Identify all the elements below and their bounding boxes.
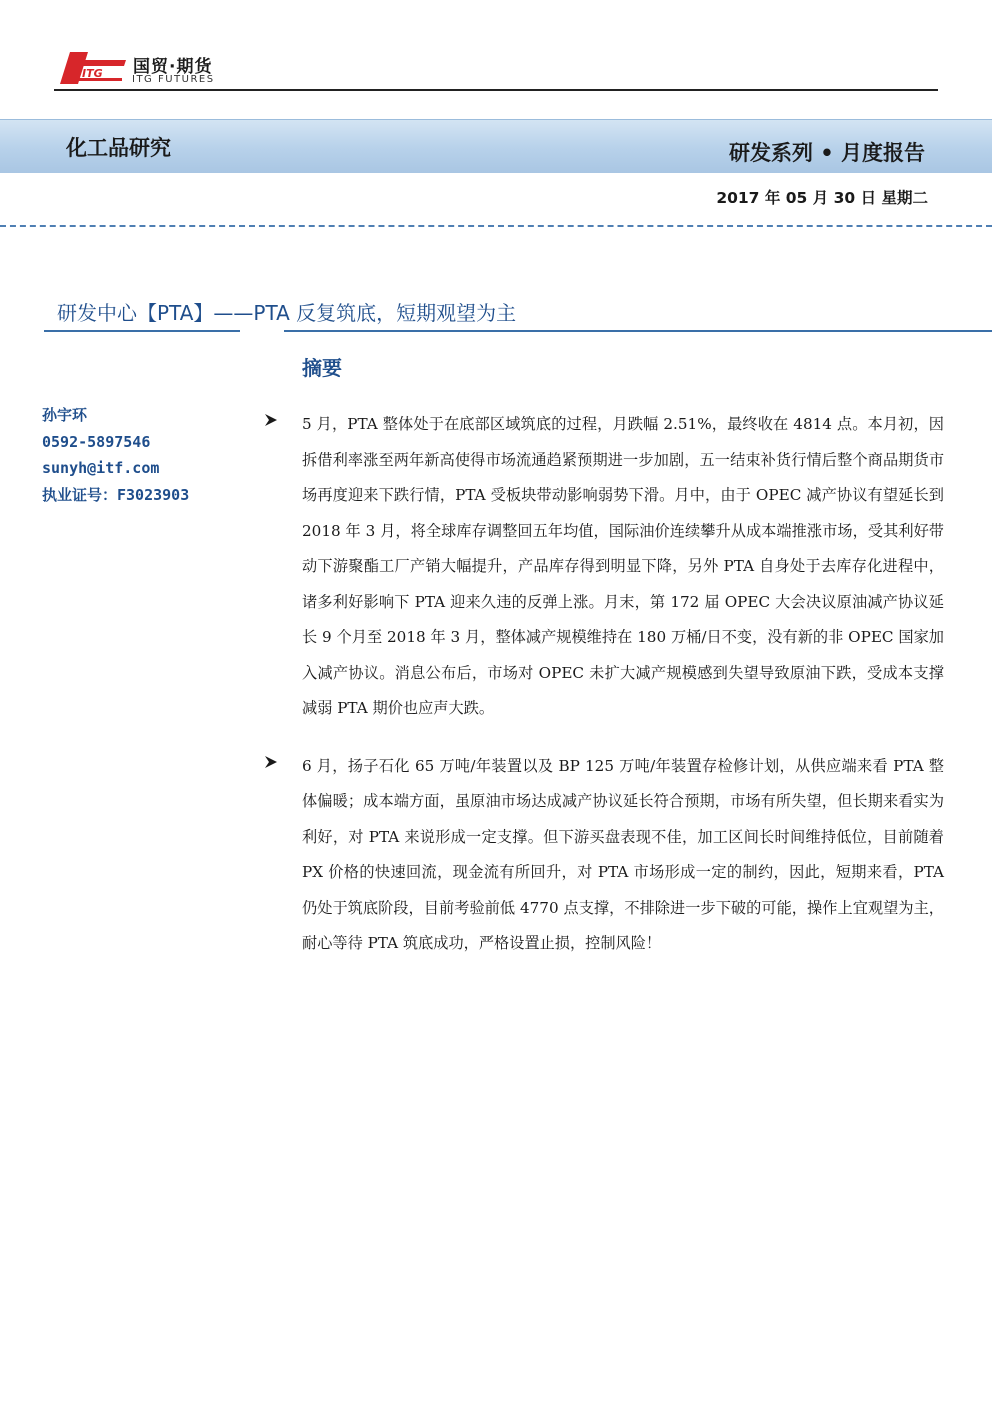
- section-category: 化工品研究: [66, 136, 171, 160]
- bullet-item: [264, 407, 944, 727]
- itg-logo: [56, 50, 236, 88]
- bullet-item: [264, 749, 944, 962]
- author-name: 孙宇环: [42, 406, 88, 424]
- author-email: sunyh@itf.com: [42, 459, 160, 477]
- title-underline-right: [284, 330, 992, 332]
- logo-mark-text: ITG: [82, 67, 103, 80]
- bullet-text: 5 月，PTA 整体处于在底部区域筑底的过程，月跌幅 2.51%，最终收在 4814 点。本月初，因拆借利率涨至两年新高使得市场流通趋紧预期进一步加剧，五一结束补货行情后整个商品期货市场再度迎来下跌行情，PTA 受板块带动影响弱势下滑。月中，由于 OPEC 减产协议有望延长到 2018 年 3 月，将全球库存调整回五年均值，国际油价连续攀升从成本端推涨市场，受其利好带动下游聚酯工厂产销大幅提升，产品库存得到明显下降，另外 PTA 自身处于去库存化进程中，诸多利好影响下 PTA 迎来久违的反弹上涨。月末，第 172 届 OPEC 大会决议原油减产协议延长 9 个月至 2018 年 3 月，整体减产规模维持在 180 万桶/日不变，没有新的非 OPEC 国家加入减产协议。消息公布后，市场对 OPEC 未扩大减产规模感到失望导致原油下跌，受成本支撑减弱 PTA 期价也应声大跌。: [302, 415, 944, 717]
- abstract-bullets: [264, 407, 944, 962]
- itg-logo-mark: [56, 50, 126, 88]
- title-underline-left: [44, 330, 240, 332]
- report-series: 研发系列 • 月度报告: [728, 141, 925, 165]
- dashed-divider: [0, 225, 992, 227]
- report-date: 2017 年 05 月 30 日 星期二: [716, 189, 928, 207]
- logo-chinese-name: 国贸·期货: [133, 57, 213, 77]
- author-info: [42, 402, 189, 508]
- report-title: 研发中心【PTA】——PTA 反复筑底，短期观望为主: [57, 301, 517, 325]
- section-banner: [0, 119, 992, 173]
- arrow-bullet-icon: [264, 755, 278, 769]
- logo-english-name: ITG FUTURES: [132, 74, 215, 85]
- author-license: 执业证号：F3023903: [42, 485, 190, 504]
- header-divider: [54, 89, 938, 91]
- bullet-text: 6 月，扬子石化 65 万吨/年装置以及 BP 125 万吨/年装置存检修计划，从供应端来看 PTA 整体偏暖；成本端方面，虽原油市场达成减产协议延长符合预期，市场有所失望，但长期来看实为利好，对 PTA 来说形成一定支撑。但下游买盘表现不佳，加工区间长时间维持低位，目前随着 PX 价格的快速回流，现金流有所回升，对 PTA 市场形成一定的制约，因此，短期来看，PTA 仍处于筑底阶段，目前考验前低 4770 点支撑，不排除进一步下破的可能，操作上宜观望为主，耐心等待 PTA 筑底成功，严格设置止损，控制风险！: [302, 756, 944, 952]
- arrow-bullet-icon: [264, 413, 278, 427]
- author-phone: 0592-5897546: [42, 432, 151, 451]
- abstract-heading: 摘要: [302, 356, 342, 380]
